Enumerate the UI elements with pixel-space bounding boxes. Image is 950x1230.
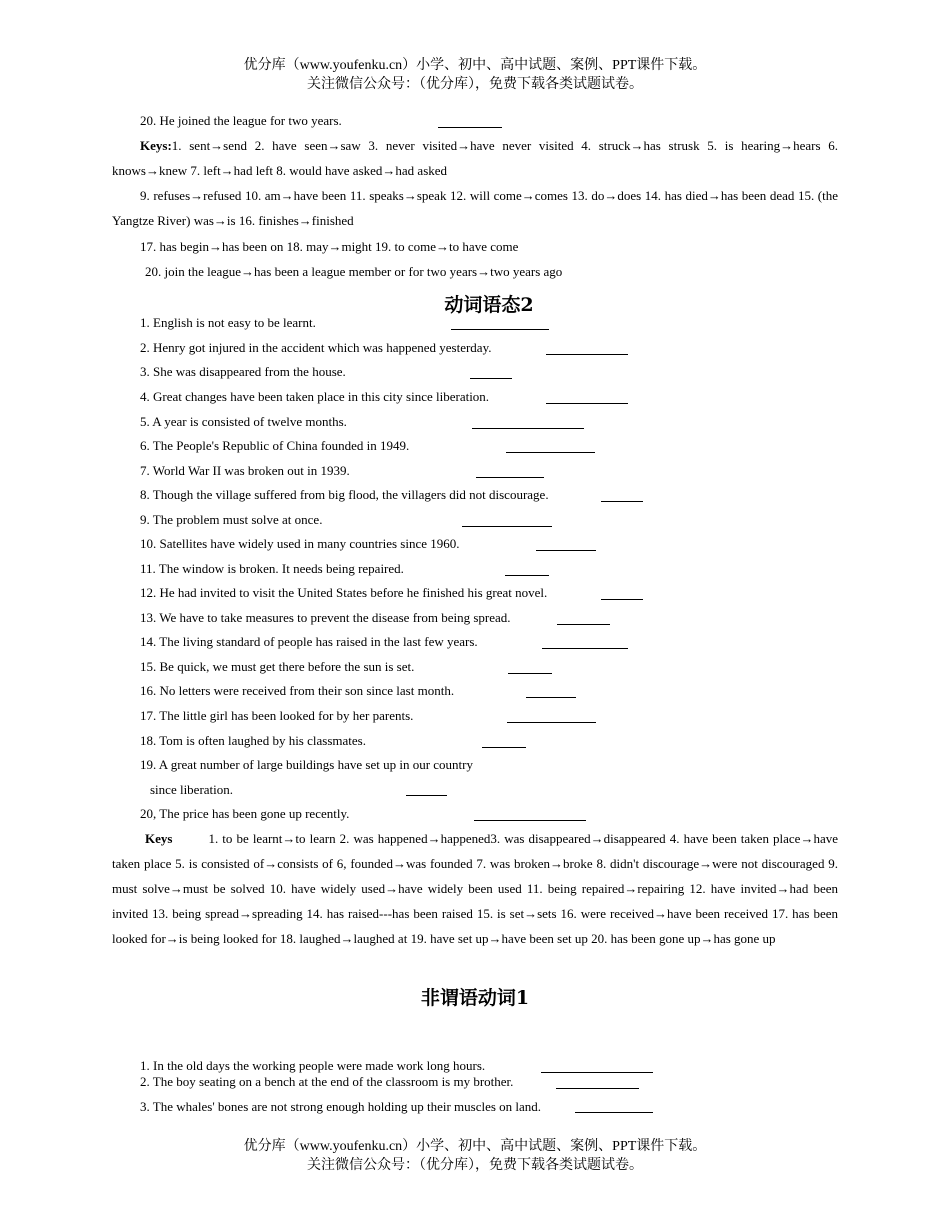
answer-blank[interactable] [482, 747, 526, 748]
question: 13. We have to take measures to prevent the disease from being spread. [140, 610, 511, 625]
keys-label: Keys [145, 831, 173, 846]
answer-blank[interactable] [601, 501, 643, 502]
question: 5. A year is consisted of twelve months. [140, 414, 347, 429]
question: 18. Tom is often laughed by his classmates. [140, 733, 366, 748]
answer-blank[interactable] [542, 648, 628, 649]
answer-blank[interactable] [406, 795, 447, 796]
question: 2. The boy seating on a bench at the end of the classroom is my brother. [140, 1074, 514, 1089]
question: 6. The People's Republic of China founded in 1949. [140, 438, 410, 453]
question-continued: since liberation. [150, 782, 234, 797]
keys-text: 1. sent→send 2. have seen→saw 3. never visited→have never visited 4. struck→has strusk 5. is hearing→hears 6. knows→knew 7. left→had left 8. would have asked→had asked [112, 138, 838, 178]
question-20: 20. He joined the league for two years. [140, 113, 342, 128]
keys-block-1 [112, 826, 838, 951]
answer-blank[interactable] [472, 428, 584, 429]
section-title: 动词语态2 [444, 294, 534, 316]
answer-blank[interactable] [507, 722, 596, 723]
footer-line-1: 优分库（www.youfenku.cn）小学、初中、高中试题、案例、PPT课件下载。 [243, 1139, 707, 1154]
question: 3. The whales' bones are not strong enough holding up their muscles on land. [140, 1099, 542, 1114]
question: 14. The living standard of people has raised in the last few years. [140, 634, 478, 649]
answer-blank[interactable] [508, 673, 552, 674]
question: 17. The little girl has been looked for by her parents. [140, 708, 414, 723]
answer-blank[interactable] [601, 599, 643, 600]
footer-line-2: 关注微信公众号：（优分库），免费下载各类试题试卷。 [307, 1158, 643, 1173]
header-line-1: 优分库（www.youfenku.cn）小学、初中、高中试题、案例、PPT课件下载。 [243, 58, 707, 73]
question: 1. In the old days the working people were made work long hours. [140, 1058, 486, 1073]
answer-blank[interactable] [536, 550, 596, 551]
section-title: 非谓语动词1 [420, 987, 530, 1009]
question: 12. He had invited to visit the United States before he finished his great novel. [140, 585, 548, 600]
question: 9. The problem must solve at once. [140, 512, 323, 527]
answer-blank[interactable] [462, 526, 552, 527]
keys-line: 17. has begin→has been on 18. may→might 19. to come→to have come [140, 239, 519, 254]
answer-blank[interactable] [506, 452, 595, 453]
question: 11. The window is broken. It needs being repaired. [140, 561, 404, 576]
answer-blank[interactable] [546, 354, 628, 355]
answer-blank[interactable] [556, 1088, 639, 1089]
answer-blank[interactable] [575, 1112, 653, 1113]
keys-label: Keys: [140, 138, 172, 153]
header-line-2: 关注微信公众号：（优分库），免费下载各类试题试卷。 [307, 77, 643, 92]
keys-text: 1. to be learnt→to learn 2. was happened→happened3. was disappeared→disappeared 4. have been taken place→have taken place 5. is consisted of→consists of 6, founded→was founded 7. was broken→broke 8. didn't discourage→were not discouraged 9. must solve→must be solved 10. have widely used→have widely been used 11. being repaired→repairing 12. have invited→had been invited 13. being spread→spreading 14. has raised---has been raised 15. is set→sets 16. were received→have been received 17. has been looked for→is being looked for 18. laughed→laughed at 19. have set up→have been set up 20. has been gone up→has gone up [112, 831, 838, 946]
question: 19. A great number of large buildings have set up in our country [140, 757, 473, 772]
question: 20, The price has been gone up recently. [140, 806, 350, 821]
answer-blank[interactable] [474, 820, 586, 821]
answer-blank[interactable] [476, 477, 544, 478]
keys-block-0 [112, 133, 838, 183]
keys-text: 9. refuses→refused 10. am→have been 11. speaks→speak 12. will come→comes 13. do→does 14. has died→has been dead 15. (the Yangtze River) was→is 16. finishes→finished [112, 188, 838, 228]
question: 2. Henry got injured in the accident which was happened yesterday. [140, 340, 492, 355]
answer-blank[interactable] [438, 127, 502, 128]
answer-blank[interactable] [505, 575, 549, 576]
question: 16. No letters were received from their son since last month. [140, 683, 455, 698]
keys-block-0b [112, 183, 838, 233]
question: 10. Satellites have widely used in many countries since 1960. [140, 536, 460, 551]
question: 15. Be quick, we must get there before the sun is set. [140, 659, 415, 674]
answer-blank[interactable] [546, 403, 628, 404]
question: 8. Though the village suffered from big flood, the villagers did not discourage. [140, 487, 549, 502]
question: 3. She was disappeared from the house. [140, 364, 346, 379]
question: 4. Great changes have been taken place in this city since liberation. [140, 389, 490, 404]
question: 7. World War II was broken out in 1939. [140, 463, 350, 478]
answer-blank[interactable] [557, 624, 610, 625]
answer-blank[interactable] [541, 1072, 653, 1073]
answer-blank[interactable] [470, 378, 512, 379]
keys-line: 20. join the league→has been a league member or for two years→two years ago [145, 264, 563, 279]
answer-blank[interactable] [451, 329, 549, 330]
question: 1. English is not easy to be learnt. [140, 315, 316, 330]
answer-blank[interactable] [526, 697, 576, 698]
